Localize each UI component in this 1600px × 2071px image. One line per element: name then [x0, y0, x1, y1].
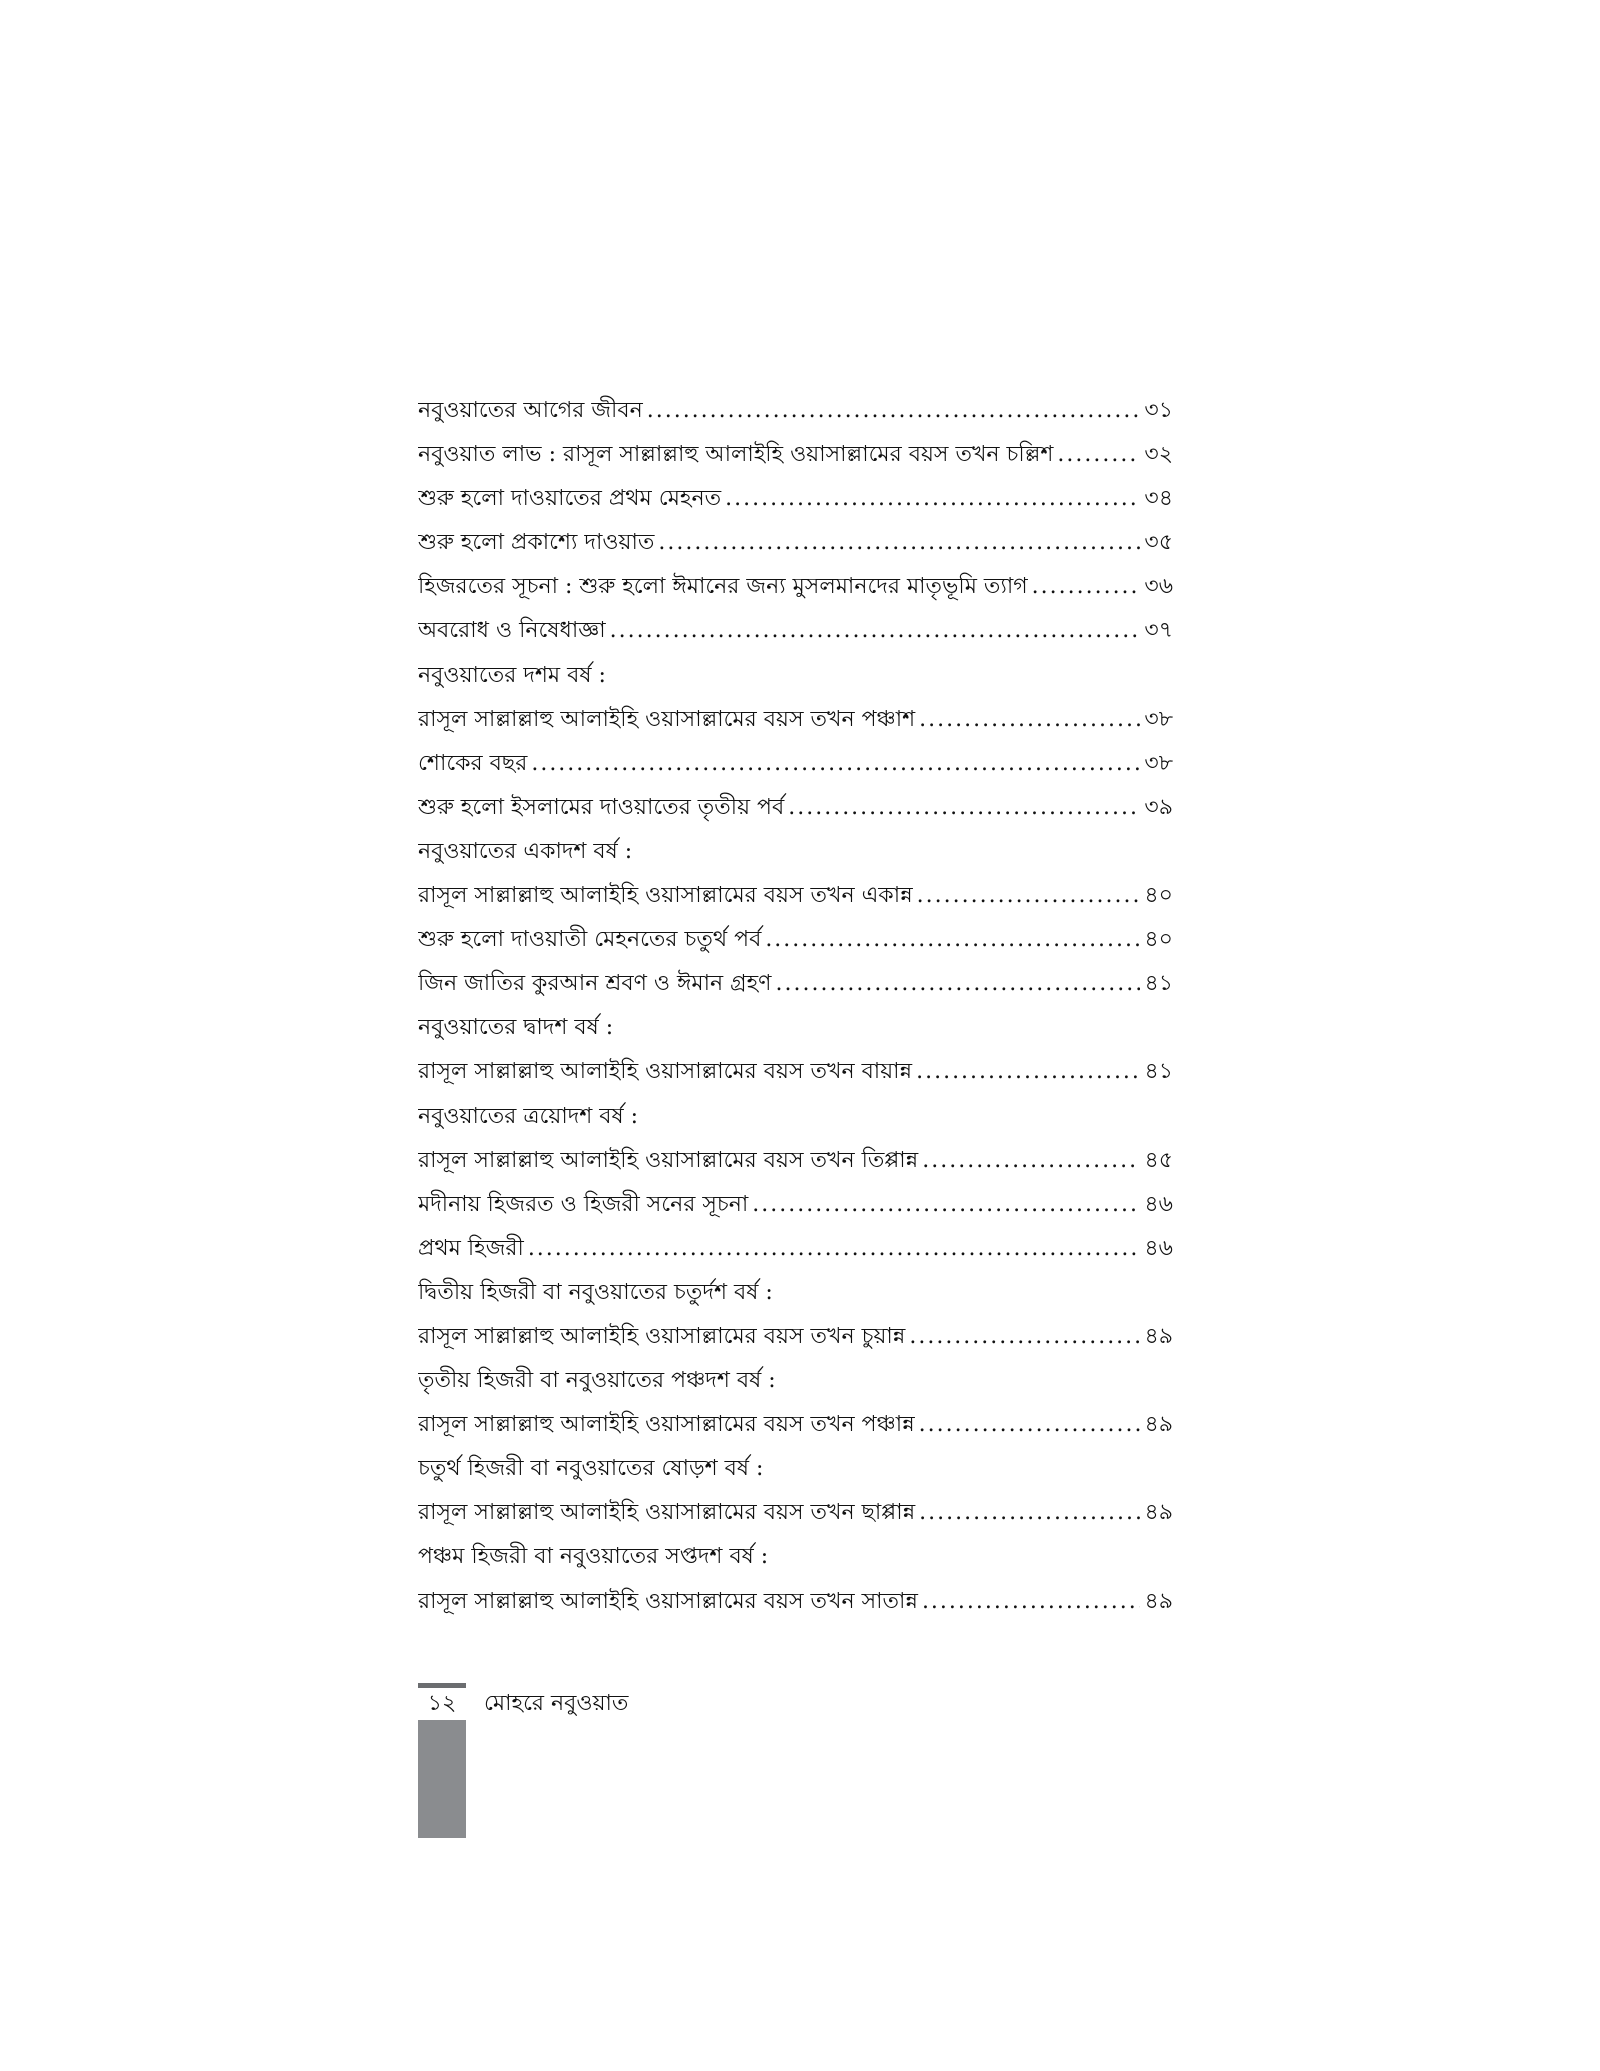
- toc-entry-title: শুরু হলো দাওয়াতের প্রথম মেহনত: [418, 486, 722, 512]
- toc-page-number: ৪০: [1144, 927, 1173, 953]
- toc-entry-title: অবরোধ ও নিষেধাজ্ঞা: [418, 618, 606, 644]
- toc-entry-title: শুরু হলো দাওয়াতী মেহনতের চতুর্থ পর্ব: [418, 927, 762, 953]
- toc-leader-dots: [916, 1050, 1140, 1094]
- toc-entry-title: রাসূল সাল্লাল্লাহু আলাইহি ওয়াসাল্লামের বয়স তখন বায়ান্ন: [418, 1059, 913, 1085]
- toc-entry-title: জিন জাতির কুরআন শ্রবণ ও ঈমান গ্রহণ: [418, 971, 772, 997]
- toc-entry-title: হিজরতের সূচনা : শুরু হলো ঈমানের জন্য মুসলমানদের মাতৃভূমি ত্যাগ: [418, 574, 1028, 600]
- toc-page-number: ৪১: [1144, 971, 1173, 997]
- toc-page-number: ৪৬: [1144, 1235, 1173, 1261]
- toc-page-number: ৩৫: [1144, 530, 1173, 556]
- toc-leader-dots: [647, 389, 1141, 433]
- toc-entry: [418, 918, 1173, 962]
- toc-entry-title: রাসূল সাল্লাল্লাহু আলাইহি ওয়াসাল্লামের বয়স তখন সাতান্ন: [418, 1588, 918, 1614]
- toc-entry-title: রাসূল সাল্লাল্লাহু আলাইহি ওয়াসাল্লামের বয়স তখন ছাপ্পান্ন: [418, 1500, 916, 1526]
- toc-entry-title: রাসূল সাল্লাল্লাহু আলাইহি ওয়াসাল্লামের বয়স তখন চুয়ান্ন: [418, 1323, 906, 1349]
- page-number: ১২: [418, 1688, 466, 1720]
- toc-page-number: ৪৯: [1144, 1412, 1173, 1438]
- toc-section-heading: [418, 1359, 1173, 1403]
- toc-page-number: ৩৬: [1144, 574, 1173, 600]
- toc-entry-title: চতুর্থ হিজরী বা নবুওয়াতের ষোড়শ বর্ষ :: [418, 1456, 764, 1482]
- toc-page-number: ৪৯: [1144, 1588, 1173, 1614]
- toc-page-number: ৩২: [1144, 442, 1173, 468]
- toc-leader-dots: [1057, 433, 1140, 477]
- toc-entry: [418, 565, 1173, 609]
- toc-leader-dots: [922, 1580, 1141, 1624]
- toc-section-heading: [418, 1535, 1173, 1579]
- toc-page-number: ৩৯: [1144, 794, 1173, 820]
- toc-entry-title: রাসূল সাল্লাল্লাহু আলাইহি ওয়াসাল্লামের বয়স তখন পঞ্চান্ন: [418, 1412, 915, 1438]
- toc-leader-dots: [919, 1403, 1141, 1447]
- toc-entry: [418, 477, 1173, 521]
- toc-entry: [418, 874, 1173, 918]
- toc-entry: [418, 786, 1173, 830]
- toc-entry: [418, 962, 1173, 1006]
- toc-page-number: ৪৯: [1144, 1500, 1173, 1526]
- toc-page-number: ৩৪: [1144, 486, 1173, 512]
- toc-leader-dots: [1032, 565, 1141, 609]
- toc-leader-dots: [610, 609, 1141, 653]
- toc-entry-title: দ্বিতীয় হিজরী বা নবুওয়াতের চতুর্দশ বর্ষ :: [418, 1279, 773, 1305]
- toc-leader-dots: [658, 521, 1140, 565]
- toc-leader-dots: [765, 918, 1140, 962]
- toc-entry: [418, 1139, 1173, 1183]
- toc-entry: [418, 1050, 1173, 1094]
- toc-page-number: ৩৭: [1144, 618, 1173, 644]
- toc-leader-dots: [909, 1315, 1140, 1359]
- toc-leader-dots: [725, 477, 1140, 521]
- toc-entry-title: নবুওয়াত লাভ : রাসূল সাল্লাল্লাহু আলাইহি ওয়াসাল্লামের বয়স তখন চল্লিশ: [418, 442, 1054, 468]
- toc-page-number: ৩১: [1144, 398, 1173, 423]
- toc-entry: [418, 521, 1173, 565]
- toc-section-heading: [418, 1006, 1173, 1050]
- toc-page-number: ৪১: [1144, 1059, 1173, 1085]
- toc-entry-title: তৃতীয় হিজরী বা নবুওয়াতের পঞ্চদশ বর্ষ :: [418, 1368, 776, 1394]
- toc-section-heading: [418, 654, 1173, 698]
- toc-page-number: ৪৫: [1144, 1147, 1173, 1173]
- toc-entry-title: রাসূল সাল্লাল্লাহু আলাইহি ওয়াসাল্লামের বয়স তখন একান্ন: [418, 883, 913, 909]
- toc-entry-title: রাসূল সাল্লাল্লাহু আলাইহি ওয়াসাল্লামের বয়স তখন তিপ্পান্ন: [418, 1147, 919, 1173]
- toc-leader-dots: [775, 962, 1140, 1006]
- toc-leader-dots: [919, 698, 1140, 742]
- toc-entry-title: মদীনায় হিজরত ও হিজরী সনের সূচনা: [418, 1191, 749, 1217]
- toc-entry-title: নবুওয়াতের দ্বাদশ বর্ষ :: [418, 1015, 614, 1041]
- toc-page-number: ৪৯: [1144, 1323, 1173, 1349]
- toc-entry: [418, 1183, 1173, 1227]
- toc-leader-dots: [752, 1183, 1140, 1227]
- toc-entry-title: রাসূল সাল্লাল্লাহু আলাইহি ওয়াসাল্লামের বয়স তখন পঞ্চাশ: [418, 706, 916, 732]
- toc-leader-dots: [922, 1139, 1140, 1183]
- toc-page-number: ৪০: [1144, 883, 1173, 909]
- toc-page-number: ৩৮: [1144, 706, 1173, 732]
- toc-entry-title: শোকের বছর: [418, 750, 528, 776]
- toc-leader-dots: [919, 1491, 1140, 1535]
- table-of-contents: [418, 389, 1173, 1624]
- toc-entry: [418, 1491, 1173, 1535]
- toc-entry: [418, 609, 1173, 653]
- toc-entry: [418, 1227, 1173, 1271]
- toc-section-heading: [418, 830, 1173, 874]
- toc-entry-title: নবুওয়াতের আগের জীবন: [418, 398, 643, 423]
- running-book-title: মোহরে নবুওয়াত: [484, 1691, 629, 1716]
- toc-entry: [418, 1580, 1173, 1624]
- toc-entry: [418, 742, 1173, 786]
- toc-entry-title: পঞ্চম হিজরী বা নবুওয়াতের সপ্তদশ বর্ষ :: [418, 1544, 769, 1570]
- toc-entry-title: নবুওয়াতের ত্রয়োদশ বর্ষ :: [418, 1103, 639, 1129]
- toc-leader-dots: [528, 1227, 1141, 1271]
- toc-section-heading: [418, 1271, 1173, 1315]
- toc-leader-dots: [531, 742, 1140, 786]
- toc-entry-title: প্রথম হিজরী: [418, 1235, 524, 1261]
- toc-entry-title: শুরু হলো ইসলামের দাওয়াতের তৃতীয় পর্ব: [418, 794, 785, 820]
- toc-entry-title: নবুওয়াতের দশম বর্ষ :: [418, 662, 606, 688]
- toc-page-number: ৪৬: [1144, 1191, 1173, 1217]
- toc-page-number: ৩৮: [1144, 750, 1173, 776]
- toc-section-heading: [418, 1095, 1173, 1139]
- toc-entry-title: শুরু হলো প্রকাশ্যে দাওয়াত: [418, 530, 655, 556]
- toc-leader-dots: [917, 874, 1141, 918]
- toc-entry: [418, 433, 1173, 477]
- toc-entry: [418, 1315, 1173, 1359]
- toc-entry: [418, 389, 1173, 433]
- toc-entry-title: নবুওয়াতের একাদশ বর্ষ :: [418, 838, 633, 864]
- toc-section-heading: [418, 1447, 1173, 1491]
- toc-entry: [418, 1403, 1173, 1447]
- toc-entry: [418, 698, 1173, 742]
- toc-leader-dots: [788, 786, 1140, 830]
